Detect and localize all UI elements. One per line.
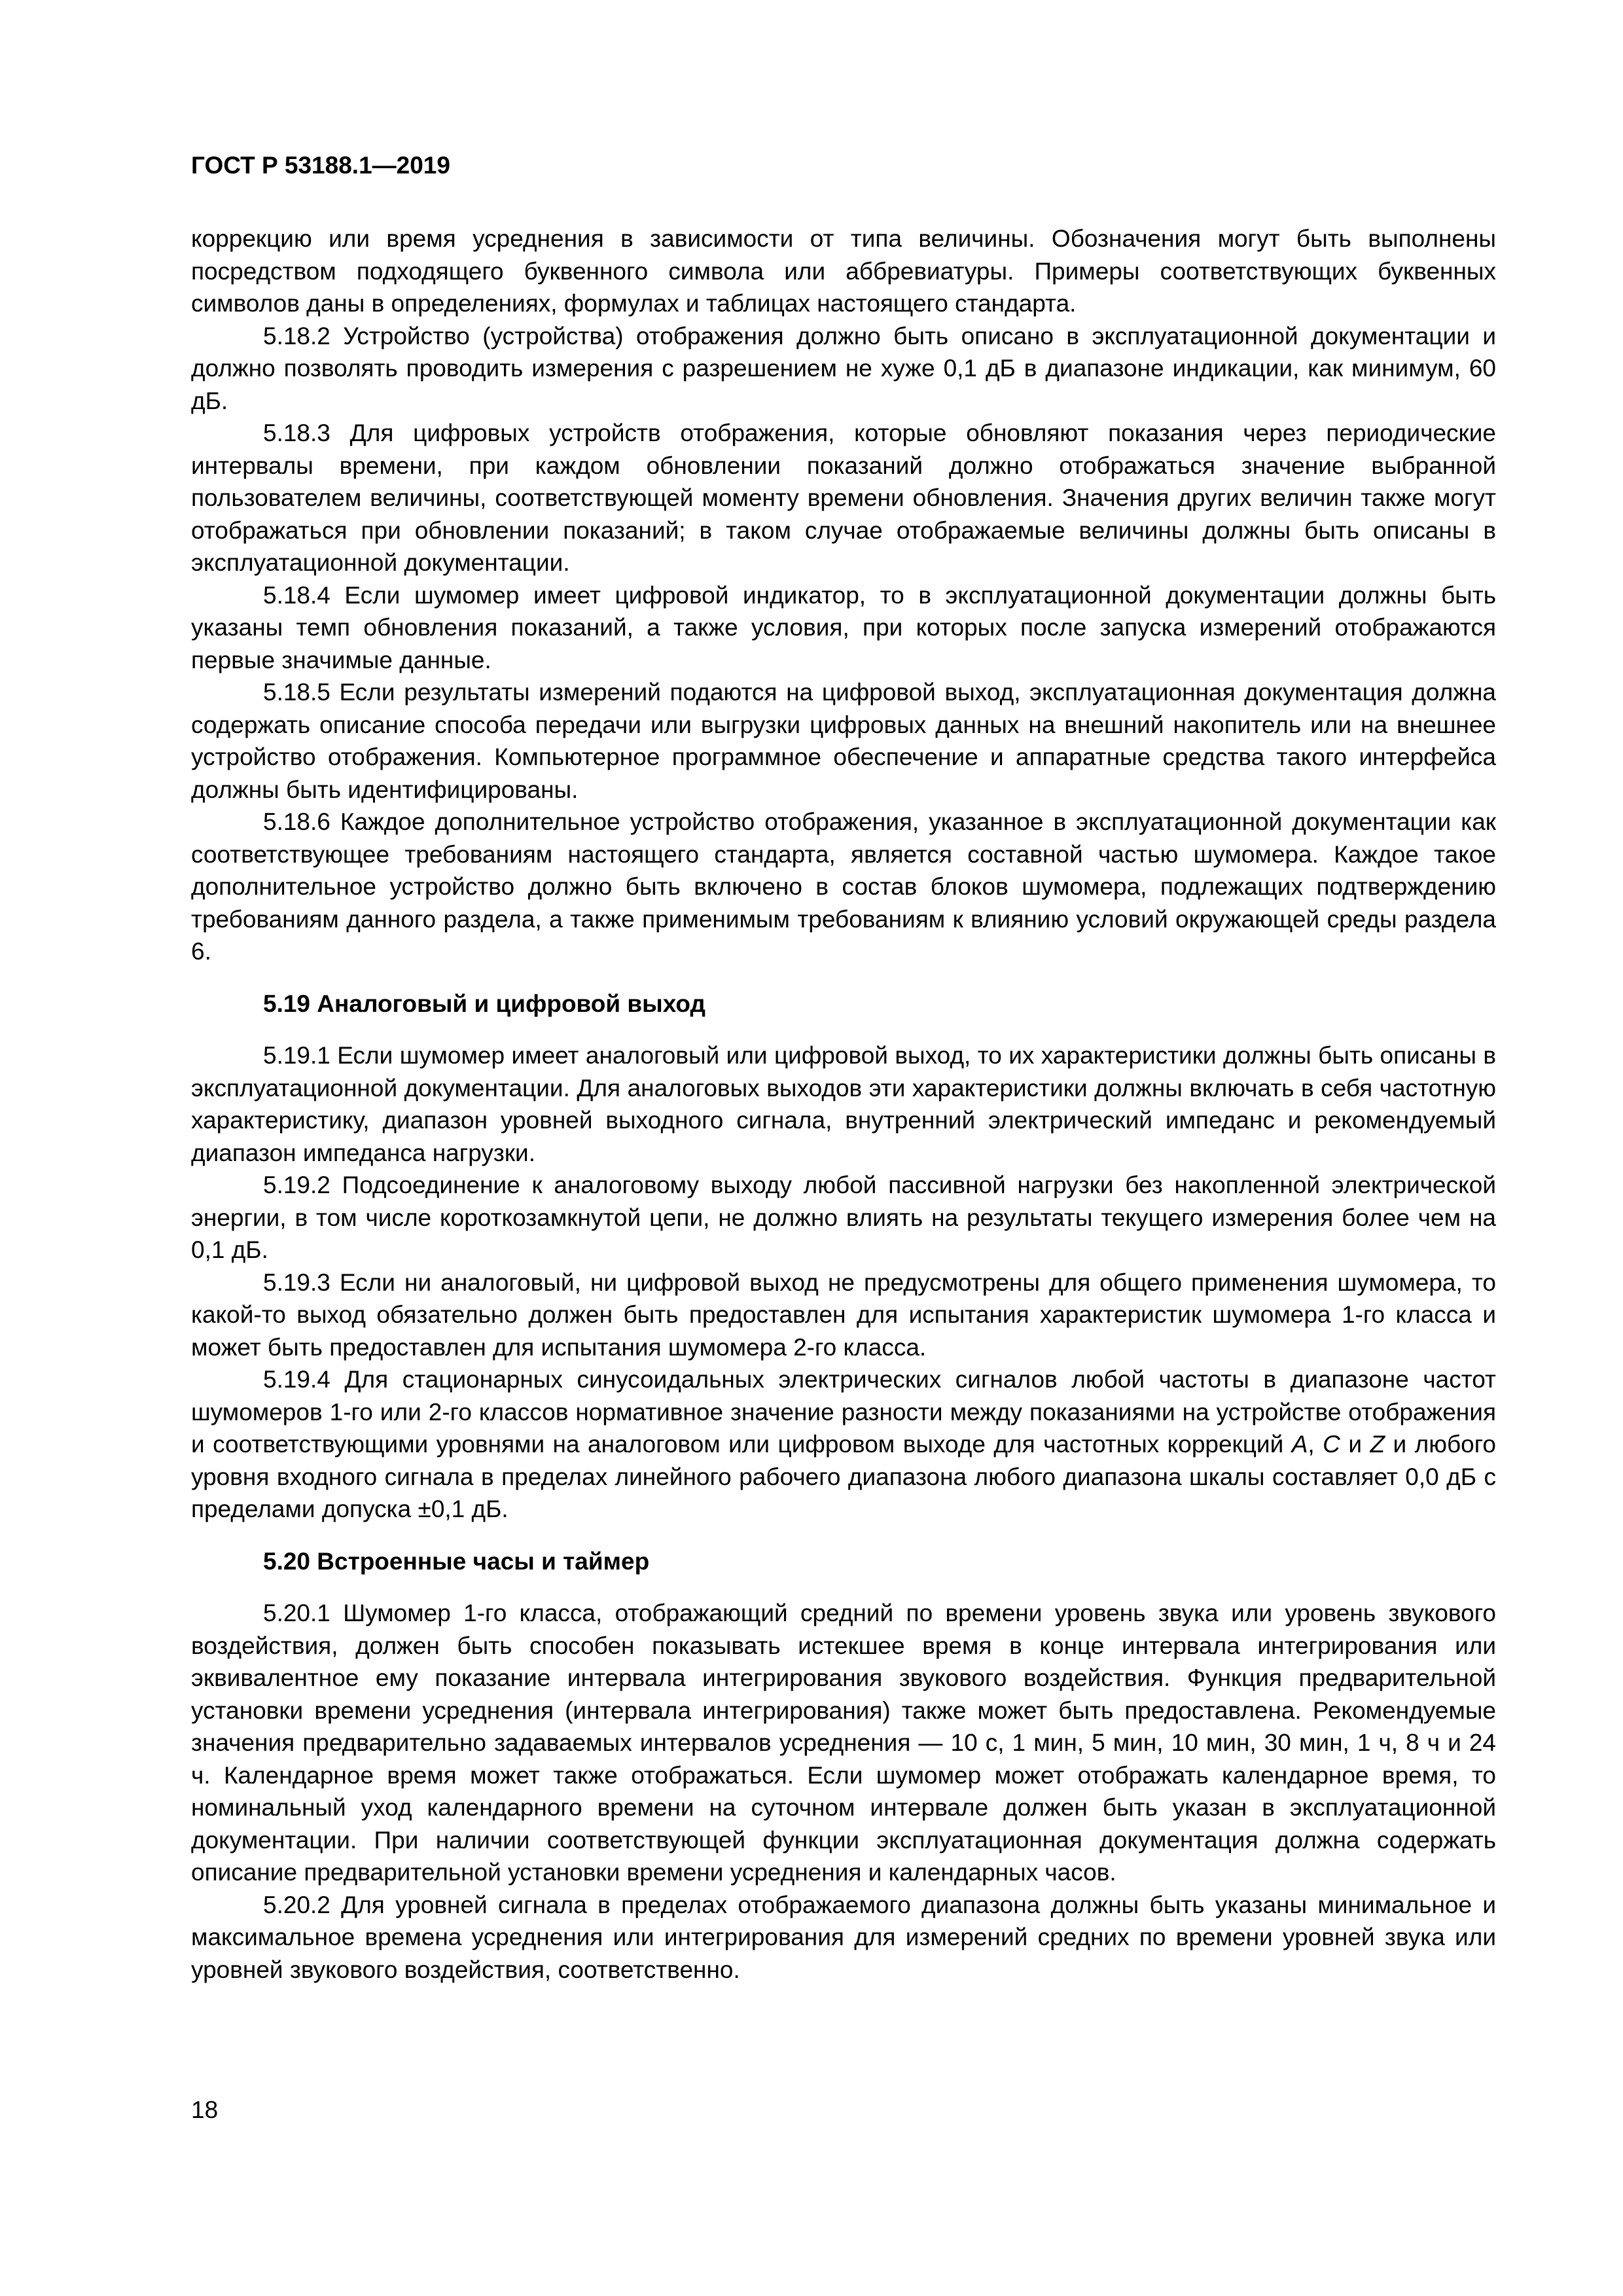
paragraph-5-18-6: 5.18.6 Каждое дополнительное устройство отображения, указанное в эксплуатационной документации как соответствующее требованиям настоящего стандарта, является составной частью шумомера. Каждое такое дополнительное устройство должно быть включено в состав блоков шумомера, подлежащих подтверждению требованиям данного раздела, а также применимым требованиям к влиянию условий окружающей среды раздела 6.: [191, 808, 1496, 965]
paragraph-5-18-5: 5.18.5 Если результаты измерений подаются на цифровой выход, эксплуатационная документация должна содержать описание способа передачи или выгрузки цифровых данных на внешний накопитель или на внешнее устройство отображения. Компьютерное программное обеспечение и аппаратные средства такого интерфейса должны быть идентифицированы.: [191, 679, 1496, 803]
paragraph-5-19-4: [191, 1363, 1496, 1526]
correction-symbol-z: Z: [1370, 1431, 1385, 1458]
paragraph-continuation: коррекцию или время усреднения в зависимости от типа величины. Обозначения могут быть выполнены посредством подходящего буквенного символа или аббревиатуры. Примеры соответствующих буквенных символов даны в определениях, формулах и таблицах настоящего стандарта.: [191, 225, 1496, 317]
correction-symbol-c: C: [1323, 1431, 1340, 1458]
paragraph-5-18-3: 5.18.3 Для цифровых устройств отображения, которые обновляют показания через периодические интервалы времени, при каждом обновлении показаний должно отображаться значение выбранной пользователем величины, соответствующей моменту времени обновления. Значения других величин также могут отображаться при обновлении показаний; в таком случае отображаемые величины должны быть описаны в эксплуатационной документации.: [191, 420, 1496, 576]
section-heading-5-19: 5.19 Аналоговый и цифровой выход: [263, 990, 706, 1017]
document-body: [191, 223, 1496, 1986]
page-number: 18: [191, 2096, 219, 2123]
paragraph-5-19-1: 5.19.1 Если шумомер имеет аналоговый или цифровой выход, то их характеристики должны быть описаны в эксплуатационной документации. Для аналоговых выходов эти характеристики должны включать в себя частотную характеристику, диапазон уровней выходного сигнала, внутренний электрический импеданс и рекомендуемый диапазон импеданса нагрузки.: [191, 1042, 1496, 1166]
paragraph-5-18-4: 5.18.4 Если шумомер имеет цифровой индикатор, то в эксплуатационной документации должны быть указаны темп обновления показаний, а также условия, при которых после запуска измерений отображаются первые значимые данные.: [191, 581, 1496, 673]
document-code: ГОСТ Р 53188.1—2019: [191, 152, 450, 179]
paragraph-5-19-3: 5.19.3 Если ни аналоговый, ни цифровой выход не предусмотрены для общего применения шумомера, то какой-то выход обязательно должен быть предоставлен для испытания характеристик шумомера 1-го класса и может быть предоставлен для испытания шумомера 2-го класса.: [191, 1268, 1496, 1361]
paragraph-5-20-2: 5.20.2 Для уровней сигнала в пределах отображаемого диапазона должны быть указаны минимальное и максимальное времена усреднения или интегрирования для измерений средних по времени уровней звука или уровней звукового воздействия, соответственно.: [191, 1891, 1496, 1983]
paragraph-5-20-1: 5.20.1 Шумомер 1-го класса, отображающий средний по времени уровень звука или уровень звукового воздействия, должен быть способен показывать истекшее время в конце интервала интегрирования или эквивалентное ему показание интервала интегрирования звукового воздействия. Функция предварительной установки времени усреднения (интервала интегрирования) также может быть предоставлена. Рекомендуемые значения предварительно задаваемых интервалов усреднения — 10 с, 1 мин, 5 мин, 10 мин, 30 мин, 1 ч, 8 ч и 24 ч. Календарное время может также отображаться. Если шумомер может отображать календарное время, то номинальный уход календарного времени на суточном интервале должен быть указан в эксплуатационной документации. При наличии соответствующей функции эксплуатационная документация должна содержать описание предварительной установки времени усреднения и календарных часов.: [191, 1600, 1496, 1886]
paragraph-5-19-4-part-d: и любого уровня входного сигнала в пределах линейного рабочего диапазона любого диапазона шкалы составляет 0,0 дБ с пределами допуска ±0,1 дБ.: [191, 1431, 1496, 1522]
paragraph-5-19-4-part-c: и: [1340, 1431, 1370, 1458]
paragraph-5-19-2: 5.19.2 Подсоединение к аналоговому выходу любой пассивной нагрузки без накопленной электрической энергии, в том числе короткозамкнутой цепи, не должно влиять на результаты текущего измерения более чем на 0,1 дБ.: [191, 1172, 1496, 1263]
correction-symbol-a: A: [1291, 1431, 1308, 1458]
paragraph-5-19-4-part-a: 5.19.4 Для стационарных синусоидальных электрических сигналов любой частоты в диапазоне частот шумомеров 1-го или 2-го классов нормативное значение разности между показаниями на устройстве отображения и соответствующими уровнями на аналоговом или цифровом выходе для частотных коррекций: [191, 1366, 1496, 1458]
section-heading-5-20: 5.20 Встроенные часы и таймер: [263, 1547, 650, 1575]
paragraph-5-19-4-part-b: ,: [1308, 1431, 1323, 1458]
paragraph-5-18-2: 5.18.2 Устройство (устройства) отображения должно быть описано в эксплуатационной документации и должно позволять проводить измерения с разрешением не хуже 0,1 дБ в диапазоне индикации, как минимум, 60 дБ.: [191, 322, 1496, 414]
